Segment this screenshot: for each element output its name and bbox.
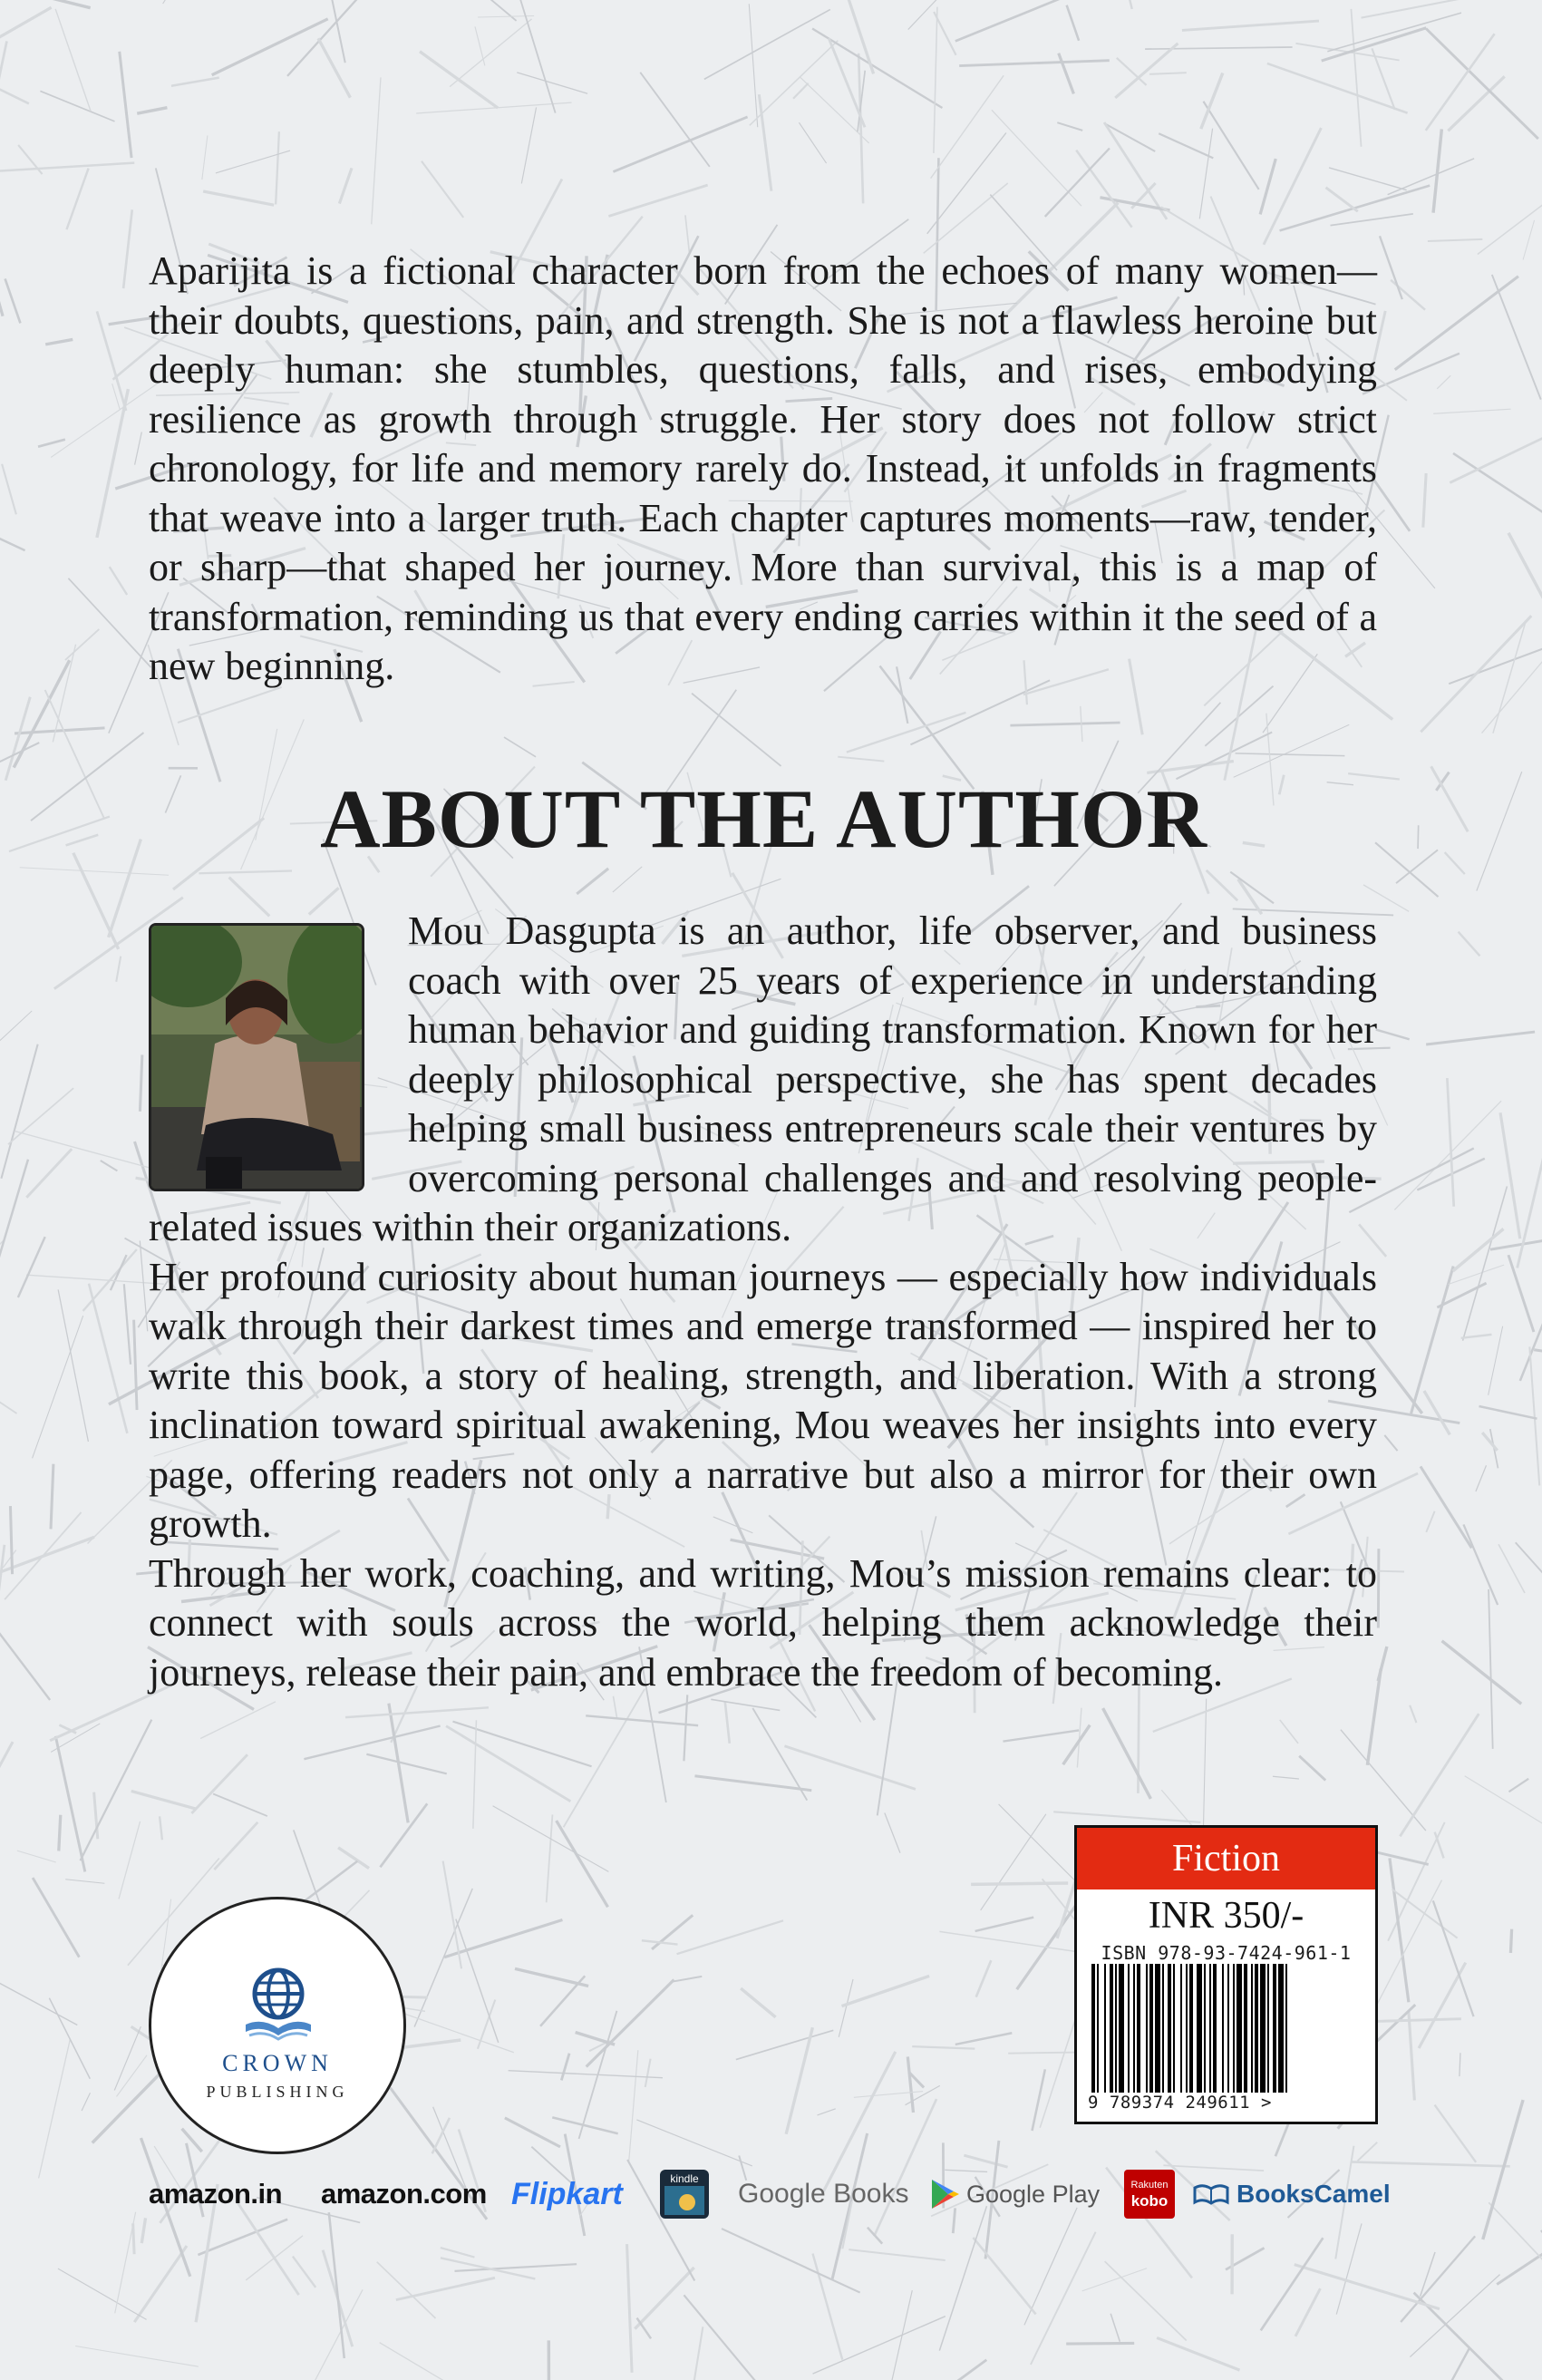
publisher-subtitle: PUBLISHING bbox=[206, 2083, 349, 2101]
amazon-in-text: amazon.in bbox=[149, 2178, 283, 2210]
author-bio-paragraph-1: Mou Dasgupta is an author, life observer, and business coach with over 25 years of experience in understanding human behavior and guiding transformation. Known for her deeply philosophical perspective, she has spent decades helping small business entrepreneurs scale their ventures by overcoming personal challenges and and resolving people-related issues within their organizations. bbox=[149, 908, 1377, 1249]
kobo-bottom-text: kobo bbox=[1130, 2192, 1169, 2210]
kobo-top-text: Rakuten bbox=[1130, 2180, 1169, 2191]
kindle-logo bbox=[660, 2162, 709, 2226]
google-books-logo bbox=[738, 2162, 908, 2226]
publisher-name: CROWN bbox=[222, 2050, 333, 2076]
genre-label: Fiction bbox=[1077, 1828, 1375, 1889]
author-bio bbox=[149, 907, 1377, 1697]
bookscamel-logo bbox=[1193, 2162, 1391, 2226]
isbn-label: ISBN 978-93-7424-961-1 bbox=[1101, 1942, 1352, 1964]
globe-book-icon bbox=[242, 1965, 315, 2046]
google-play-icon bbox=[930, 2178, 959, 2210]
author-photo bbox=[149, 923, 364, 1191]
author-bio-paragraph-3: Through her work, coaching, and writing, Mou’s mission remains clear: to connect with souls across the world, helping them acknowledge their journeys, release their pain, and embrace the freedom of becoming. bbox=[149, 1550, 1377, 1695]
open-book-icon bbox=[1193, 2181, 1229, 2208]
price-label: INR 350/- bbox=[1148, 1895, 1304, 1937]
flipkart-logo bbox=[511, 2162, 623, 2226]
isbn-barcode bbox=[1088, 1964, 1365, 2093]
google-books-text: Google Books bbox=[738, 2179, 909, 2209]
google-play-text: Google Play bbox=[966, 2180, 1101, 2208]
back-cover-blurb: Aparijita is a fictional character born from the echoes of many women—their doubts, questions, pain, and strength. She is not a flawless heroine but deeply human: she stumbles, questions, falls, and rises, embodying resilience as growth through struggle. Her story does not follow strict chronology, for life and memory rarely do. Instead, it unfolds in fragments that weave into a larger truth. Each chapter captures moments—raw, tender, or sharp—that shaped her journey. More than survival, this is a map of transformation, reminding us that every ending carries within it the seed of a new beginning. bbox=[149, 248, 1377, 688]
google-play-logo bbox=[930, 2162, 1100, 2226]
bookscamel-text: BooksCamel bbox=[1237, 2180, 1391, 2208]
author-bio-paragraph-2: Her profound curiosity about human journeys — especially how individuals walk through their darkest times and emerge transformed — inspired her to write this book, a story of healing, strength, and liberation. With a strong inclination toward spiritual awakening, Mou weaves her insights into every page, offering readers not only a narrative but also a mirror for their own growth. bbox=[149, 1254, 1377, 1546]
amazon-com-text: amazon.com bbox=[321, 2178, 487, 2210]
flipkart-text: Flipkart bbox=[511, 2176, 623, 2211]
amazon-in-logo bbox=[149, 2162, 282, 2226]
amazon-com-logo bbox=[321, 2162, 487, 2226]
barcode-digits: 9 789374 249611 > bbox=[1088, 2093, 1272, 2113]
publisher-logo bbox=[149, 1897, 406, 2154]
kobo-icon bbox=[1124, 2170, 1175, 2219]
retailer-logos bbox=[149, 2162, 1391, 2226]
kindle-text: kindle bbox=[670, 2172, 699, 2185]
kindle-icon bbox=[660, 2170, 709, 2219]
about-author-heading: ABOUT THE AUTHOR bbox=[320, 772, 1207, 865]
price-barcode-box bbox=[1074, 1825, 1378, 2124]
kobo-logo bbox=[1124, 2162, 1175, 2226]
